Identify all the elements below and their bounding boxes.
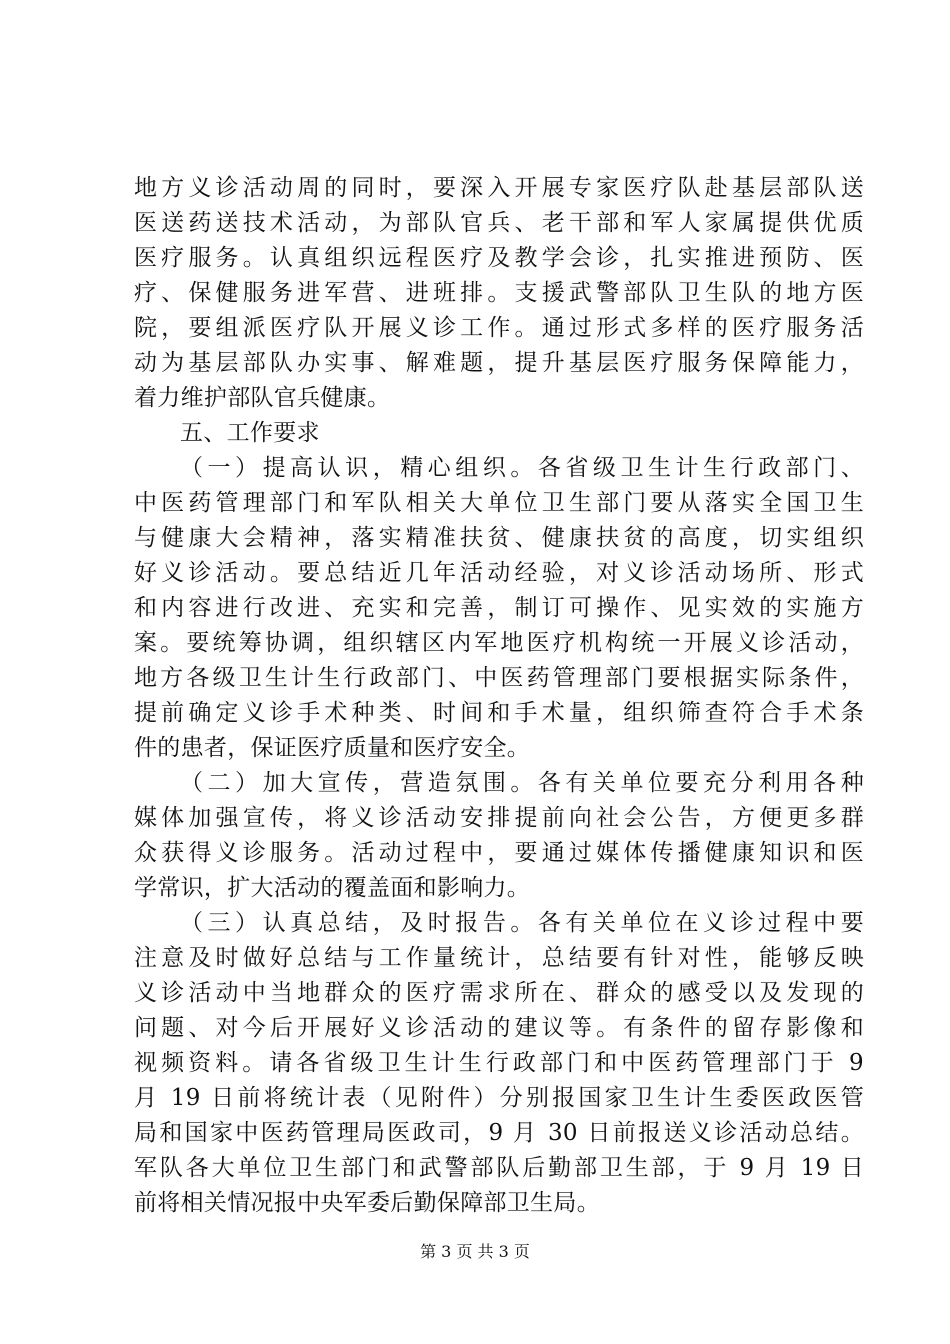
- body-line-22: （三）认真总结，及时报告。各有关单位在义诊过程中要: [180, 910, 864, 936]
- body-line-23: 注意及时做好总结与工作量统计，总结要有针对性，能够反映: [134, 945, 864, 971]
- body-line-26: 视频资料。请各省级卫生计生行政部门和中医药管理部门于 9: [134, 1050, 864, 1076]
- body-line-25: 问题、对今后开展好义诊活动的建议等。有条件的留存影像和: [134, 1015, 864, 1041]
- body-line-19: 媒体加强宣传，将义诊活动安排提前向社会公告，方便更多群: [134, 805, 864, 831]
- body-line-21: 学常识，扩大活动的覆盖面和影响力。: [134, 875, 531, 901]
- body-line-16: 提前确定义诊手术种类、时间和手术量，组织筛查符合手术条: [134, 700, 864, 726]
- body-line-12: 好义诊活动。要总结近几年活动经验，对义诊活动场所、形式: [134, 560, 864, 586]
- body-line-24: 义诊活动中当地群众的医疗需求所在、群众的感受以及发现的: [134, 980, 864, 1006]
- body-line-2: 医送药送技术活动，为部队官兵、老干部和军人家属提供优质: [134, 210, 864, 236]
- body-line-10: 中医药管理部门和军队相关大单位卫生部门要从落实全国卫生: [134, 490, 864, 516]
- body-line-17: 件的患者，保证医疗质量和医疗安全。: [134, 735, 531, 761]
- body-line-11: 与健康大会精神，落实精准扶贫、健康扶贫的高度，切实组织: [134, 525, 864, 551]
- body-line-9: （一）提高认识，精心组织。各省级卫生计生行政部门、: [180, 455, 864, 481]
- body-line-7: 着力维护部队官兵健康。: [134, 385, 391, 411]
- body-line-15: 地方各级卫生计生行政部门、中医药管理部门要根据实际条件，: [134, 665, 864, 691]
- body-line-20: 众获得义诊服务。活动过程中，要通过媒体传播健康知识和医: [134, 840, 864, 866]
- body-line-3: 医疗服务。认真组织远程医疗及教学会诊，扎实推进预防、医: [134, 245, 864, 271]
- section-heading-work-requirements: 五、工作要求: [180, 420, 320, 446]
- body-line-5: 院，要组派医疗队开展义诊工作。通过形式多样的医疗服务活: [134, 315, 864, 341]
- page-number-footer: 第 3 页 共 3 页: [420, 1242, 530, 1261]
- body-line-13: 和内容进行改进、充实和完善，制订可操作、见实效的实施方: [134, 595, 864, 621]
- document-body: [134, 171, 864, 1221]
- body-line-29: 军队各大单位卫生部门和武警部队后勤部卫生部，于 9 月 19 日: [134, 1155, 864, 1181]
- body-line-30: 前将相关情况报中央军委后勤保障部卫生局。: [134, 1190, 600, 1216]
- body-line-6: 动为基层部队办实事、解难题，提升基层医疗服务保障能力，: [134, 350, 864, 376]
- body-line-14: 案。要统筹协调，组织辖区内军地医疗机构统一开展义诊活动，: [134, 630, 864, 656]
- body-line-1: 地方义诊活动周的同时，要深入开展专家医疗队赴基层部队送: [134, 175, 864, 201]
- body-line-4: 疗、保健服务进军营、进班排。支援武警部队卫生队的地方医: [134, 280, 864, 306]
- body-line-18: （二）加大宣传，营造氛围。各有关单位要充分利用各种: [180, 770, 864, 796]
- body-line-27: 月 19 日前将统计表（见附件）分别报国家卫生计生委医政医管: [134, 1085, 864, 1111]
- body-line-28: 局和国家中医药管理局医政司，9 月 30 日前报送义诊活动总结。: [134, 1120, 864, 1146]
